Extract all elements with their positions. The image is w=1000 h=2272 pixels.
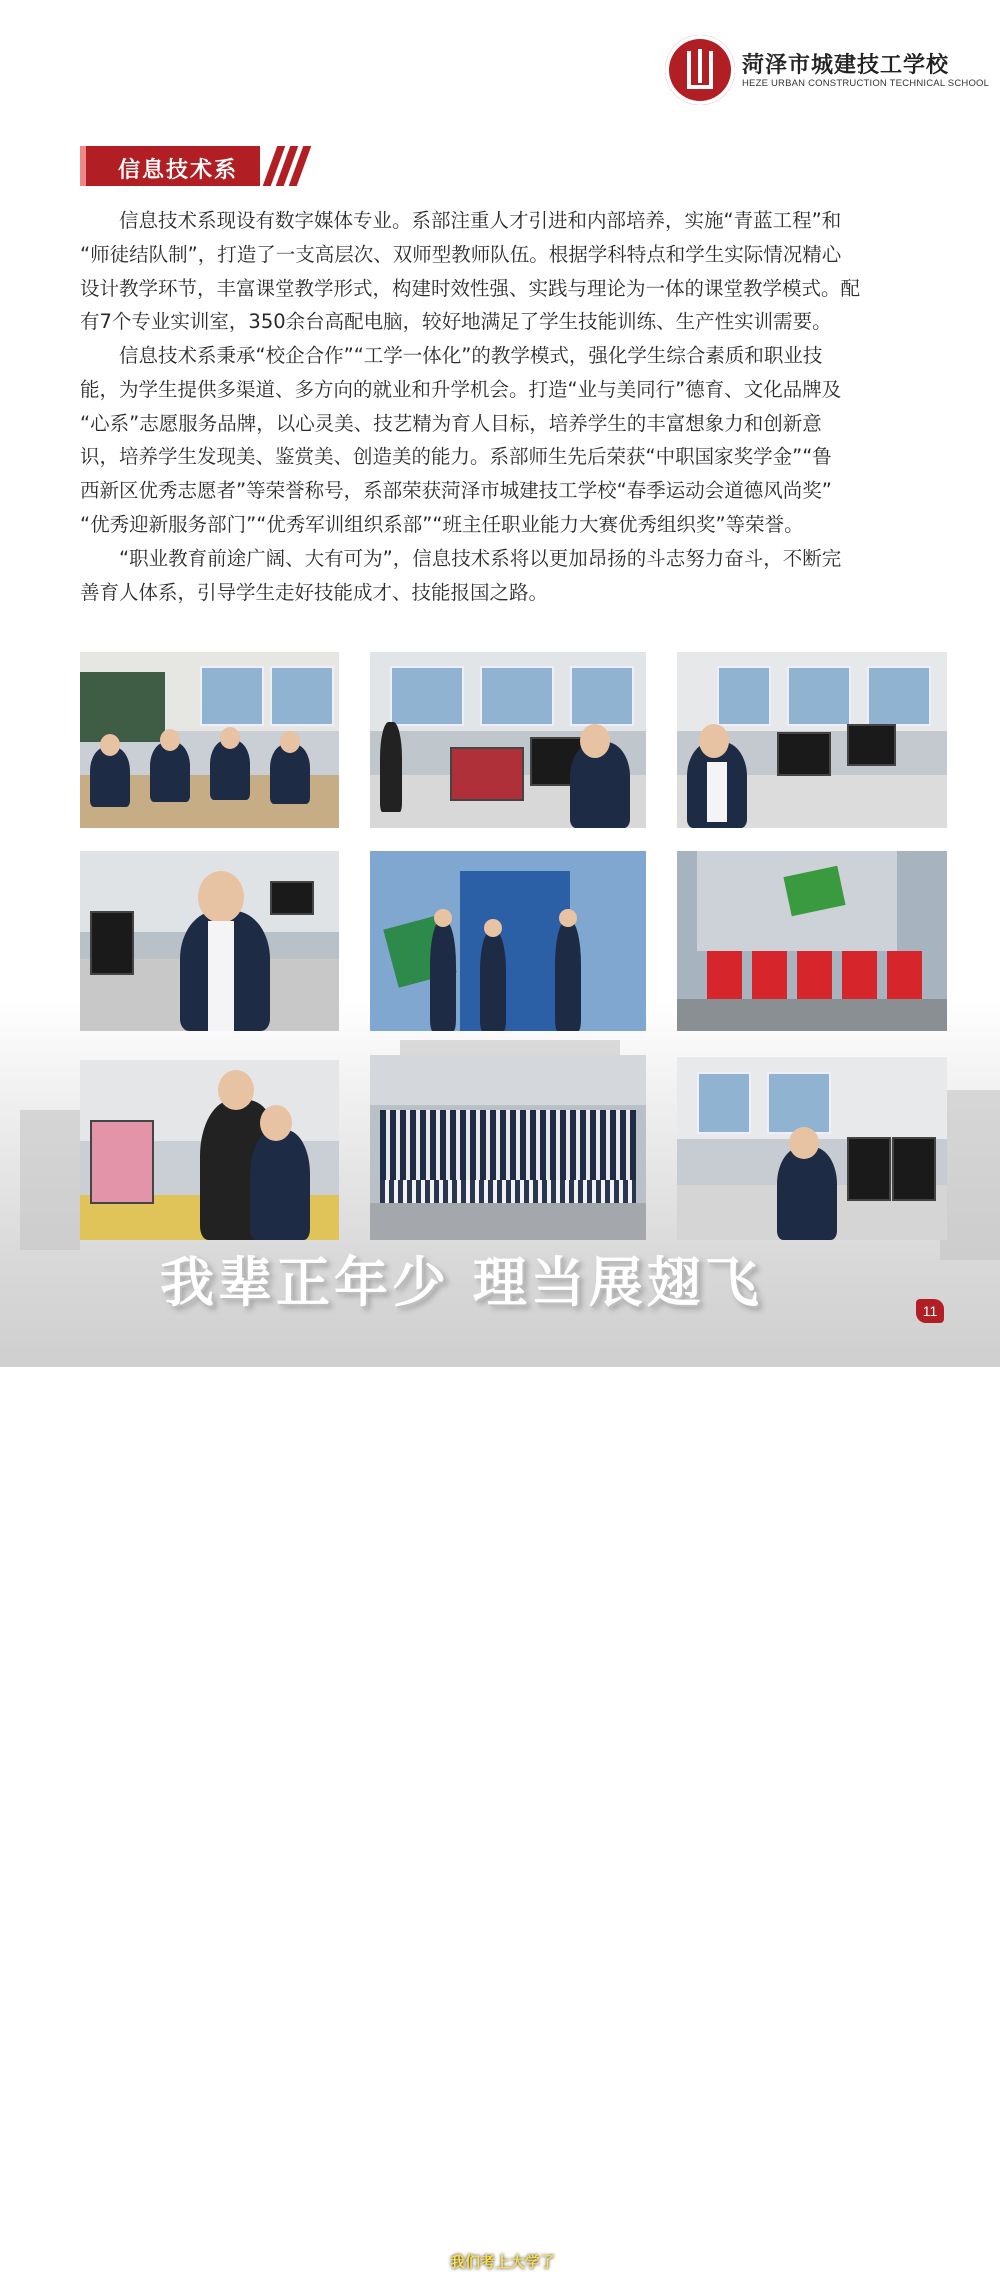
footer-slogan: 我辈正年少 理当展翅飞 [160,1251,763,1314]
text-line: “师徒结队制”，打造了一支高层次、双师型教师队伍。根据学科特点和学生实际情况精心 [80,242,842,266]
background-building [940,1090,1000,1260]
photo-volunteer-banner [370,851,646,1031]
paragraph-teaching [80,339,946,542]
photo-teacher-guiding-student [80,1060,339,1240]
page-number: 11 [916,1299,944,1323]
text-line: 信息技术系秉承“校企合作”“工学一体化”的教学模式，强化学生综合素质和职业技 [80,344,823,367]
photo-students-typing [80,851,339,1031]
photo-caption: 我们考上大学了 [450,2253,556,2271]
text-line: 设计教学环节，丰富课堂教学形式，构建时效性强、实践与理论为一体的课堂教学模式。配 [80,276,861,300]
photo-volunteer-team [677,851,947,1031]
photo-computer-lab-students [677,652,947,828]
text-line: 信息技术系现设有数字媒体专业。系部注重人才引进和内部培养，实施“青蓝工程”和 [80,209,842,232]
text-line: 能，为学生提供多渠道、多方向的就业和升学机会。打造“业与美同行”德育、文化品牌及 [80,377,842,401]
text-line: “优秀迎新服务部门”“优秀军训组织系部”“班主任职业能力大赛优秀组织奖”等荣誉。 [80,512,804,536]
school-name-en: HEZE URBAN CONSTRUCTION TECHNICAL SCHOOL [742,78,990,89]
photo-computer-lab-teacher [370,652,646,828]
background-building [20,1110,80,1250]
text-line: “职业教育前途广阔、大有可为”，信息技术系将以更加昂扬的斗志努力奋斗，不断完 [80,547,842,570]
text-line: 善育人体系，引导学生走好技能成才、技能报国之路。 [80,580,549,604]
photo-group-graduation [370,1055,646,2271]
school-name-cn: 菏泽市城建技工学校 [742,52,950,78]
text-line: “心系”志愿服务品牌，以心灵美、技艺精为育人目标，培养学生的丰富想象力和创新意 [80,411,822,435]
paragraph-intro [80,204,946,339]
section-title: 信息技术系 [118,158,239,183]
photo-classroom-lecture [80,652,339,828]
text-line: 有7个专业实训室，350余台高配电脑，较好地满足了学生技能训练、生产性实训需要。 [80,310,832,334]
text-line: 西新区优秀志愿者”等荣誉称号，系部荣获菏泽市城建技工学校“春季运动会道德风尚奖” [80,479,832,503]
photo-computer-practice [677,1057,947,1240]
school-logo [665,35,735,105]
paragraph-outlook [80,542,946,610]
text-line: 识，培养学生发现美、鉴赏美、创造美的能力。系部师生先后荣获“中职国家奖学金”“鲁 [80,445,832,469]
